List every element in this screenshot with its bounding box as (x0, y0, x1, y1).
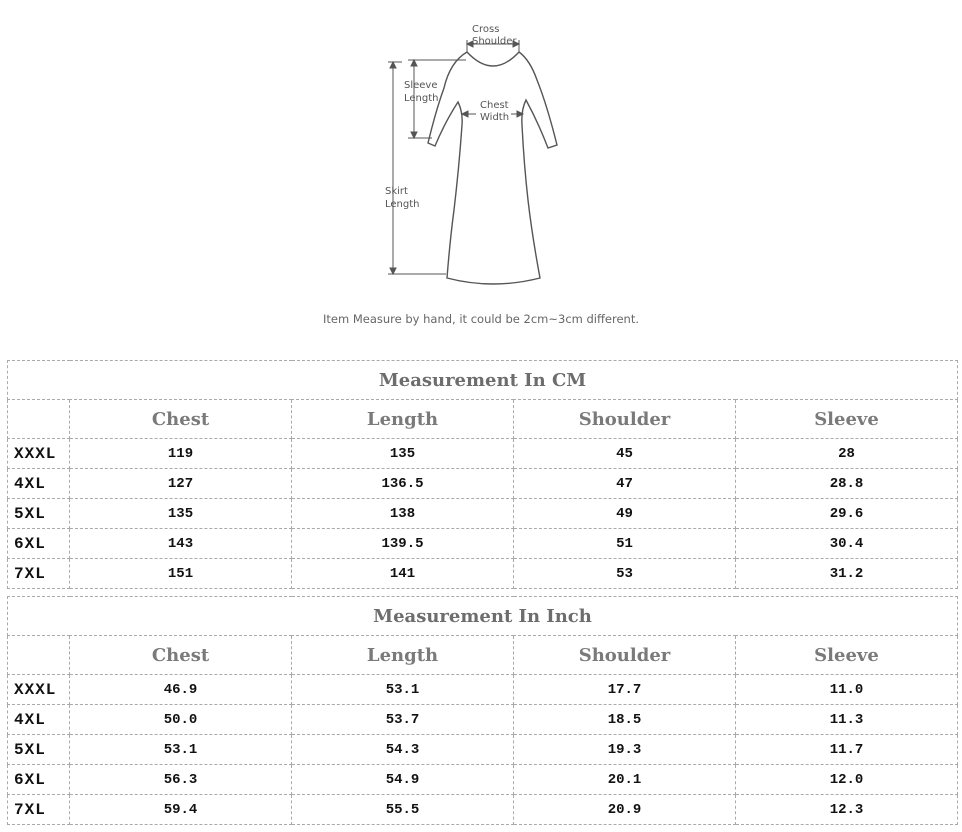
size-cell: XXXL (8, 675, 70, 705)
size-cell: 6XL (8, 765, 70, 795)
size-cell: 4XL (8, 705, 70, 735)
shoulder-cell: 53 (514, 559, 736, 589)
sleeve-cell: 12.3 (736, 795, 958, 825)
column-header-chest: Chest (70, 636, 292, 675)
size-cell: XXXL (8, 439, 70, 469)
shoulder-cell: 17.7 (514, 675, 736, 705)
sleeve-cell: 31.2 (736, 559, 958, 589)
size-cell: 5XL (8, 735, 70, 765)
size-cell: 7XL (8, 559, 70, 589)
table-row (8, 675, 958, 705)
shoulder-cell: 49 (514, 499, 736, 529)
sleeve-cell: 11.7 (736, 735, 958, 765)
table-title: Measurement In CM (8, 361, 958, 400)
sleeve-cell: 11.3 (736, 705, 958, 735)
length-cell: 53.7 (292, 705, 514, 735)
length-cell: 135 (292, 439, 514, 469)
measurement-note: Item Measure by hand, it could be 2cm~3cm different. (322, 312, 640, 326)
table-row (8, 439, 958, 469)
sleeve-cell: 30.4 (736, 529, 958, 559)
shoulder-cell: 47 (514, 469, 736, 499)
dress-measurement-diagram (0, 0, 962, 300)
dress-outline (428, 52, 557, 284)
sleeve-cell: 12.0 (736, 765, 958, 795)
sleeve-cell: 28 (736, 439, 958, 469)
table-row (8, 469, 958, 499)
length-cell: 138 (292, 499, 514, 529)
length-cell: 139.5 (292, 529, 514, 559)
chest-cell: 56.3 (70, 765, 292, 795)
table-row (8, 529, 958, 559)
table-row (8, 795, 958, 825)
sleeve-cell: 28.8 (736, 469, 958, 499)
skirt-length-label-line2: Length (385, 199, 420, 210)
shoulder-cell: 19.3 (514, 735, 736, 765)
skirt-length-label-line1: Skirt (385, 186, 408, 197)
column-header-length: Length (292, 400, 514, 439)
shoulder-cell: 18.5 (514, 705, 736, 735)
size-cell: 6XL (8, 529, 70, 559)
measurement-table-inch (7, 596, 958, 825)
sleeve-length-label-line1: Sleeve (404, 80, 438, 91)
measurement-table-cm (7, 360, 958, 589)
chest-cell: 151 (70, 559, 292, 589)
table-title: Measurement In Inch (8, 597, 958, 636)
size-header-cell (8, 636, 70, 675)
table-row (8, 559, 958, 589)
size-cell: 7XL (8, 795, 70, 825)
table-row (8, 705, 958, 735)
size-cell: 5XL (8, 499, 70, 529)
chest-cell: 135 (70, 499, 292, 529)
shoulder-cell: 20.9 (514, 795, 736, 825)
column-header-shoulder: Shoulder (514, 400, 736, 439)
sleeve-cell: 11.0 (736, 675, 958, 705)
table-row (8, 735, 958, 765)
shoulder-cell: 51 (514, 529, 736, 559)
size-header-cell (8, 400, 70, 439)
chest-cell: 119 (70, 439, 292, 469)
length-cell: 141 (292, 559, 514, 589)
shoulder-cell: 20.1 (514, 765, 736, 795)
cross-shoulder-label-line1: Cross (472, 24, 500, 35)
length-cell: 54.3 (292, 735, 514, 765)
column-header-chest: Chest (70, 400, 292, 439)
chest-cell: 53.1 (70, 735, 292, 765)
column-header-sleeve: Sleeve (736, 636, 958, 675)
chest-cell: 59.4 (70, 795, 292, 825)
chest-cell: 50.0 (70, 705, 292, 735)
chest-width-label-line1: Chest (480, 100, 509, 111)
cross-shoulder-label-line2: Shoulder (472, 36, 517, 47)
shoulder-cell: 45 (514, 439, 736, 469)
size-cell: 4XL (8, 469, 70, 499)
table-row (8, 765, 958, 795)
length-cell: 54.9 (292, 765, 514, 795)
column-header-length: Length (292, 636, 514, 675)
chest-cell: 46.9 (70, 675, 292, 705)
chest-cell: 127 (70, 469, 292, 499)
chest-width-label-line2: Width (480, 112, 510, 123)
length-cell: 55.5 (292, 795, 514, 825)
sleeve-cell: 29.6 (736, 499, 958, 529)
column-header-sleeve: Sleeve (736, 400, 958, 439)
table-row (8, 499, 958, 529)
chest-cell: 143 (70, 529, 292, 559)
sleeve-length-label-line2: Length (404, 93, 439, 104)
column-header-shoulder: Shoulder (514, 636, 736, 675)
length-cell: 53.1 (292, 675, 514, 705)
length-cell: 136.5 (292, 469, 514, 499)
